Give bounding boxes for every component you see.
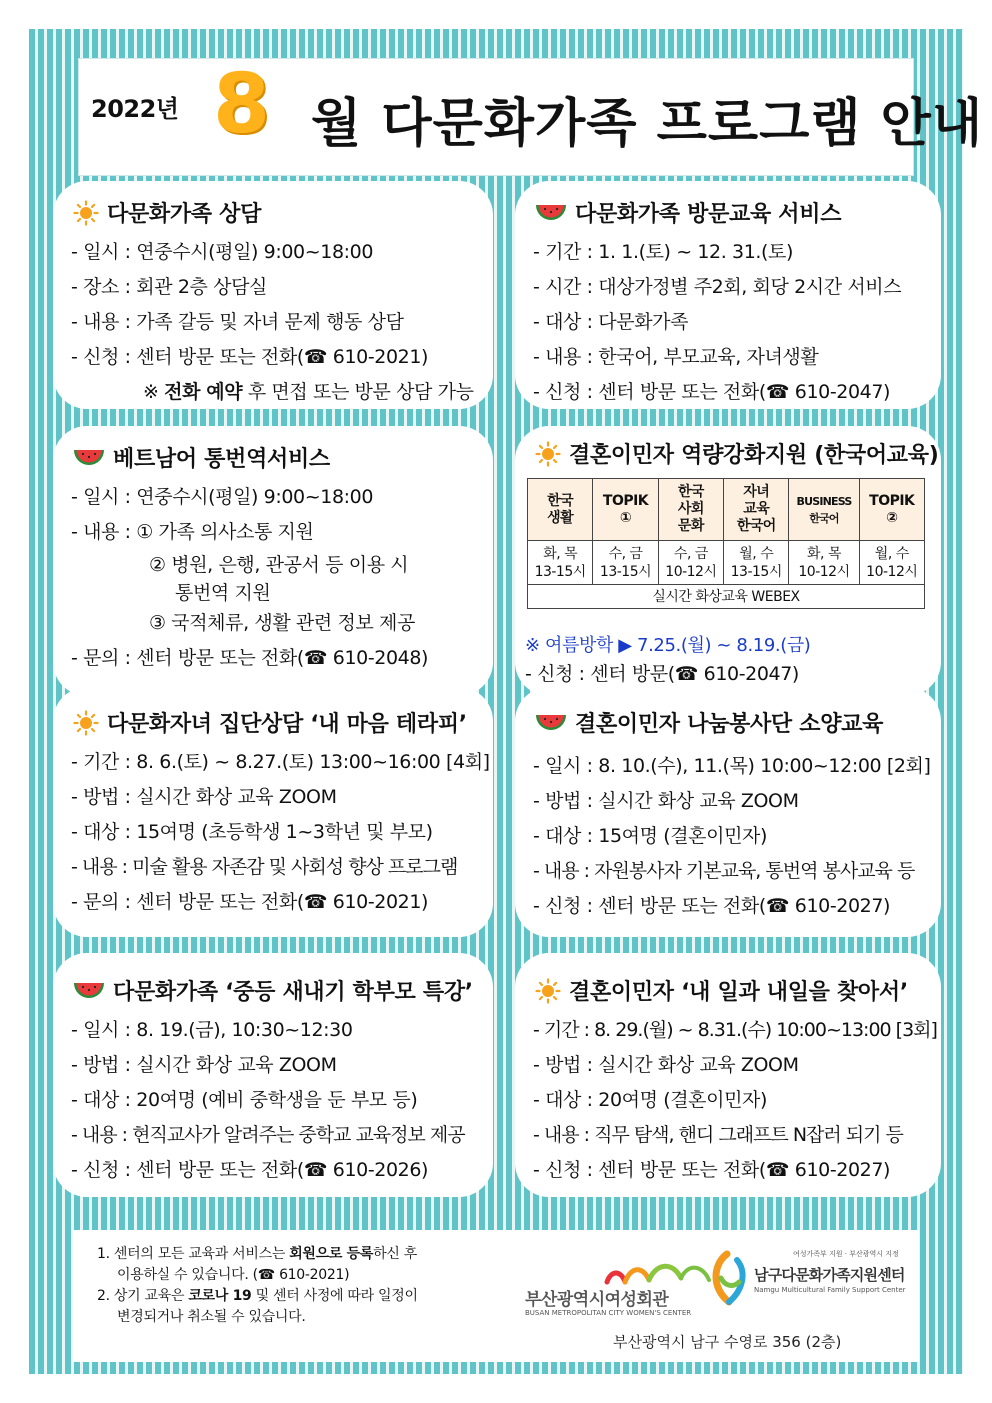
- card-details: [533, 749, 931, 924]
- table-cell: 월, 수 10-12시: [859, 541, 924, 585]
- detail-line: - 신청 : 센터 방문(☎ 610-2047): [525, 663, 799, 685]
- detail-line: ③ 국적체류, 생활 관련 정보 제공: [149, 612, 415, 634]
- card-details: [71, 480, 483, 676]
- table-header-cell: TOPIK ①: [593, 479, 658, 541]
- table-header-row: [528, 479, 925, 541]
- detail-line: - 내용 : 자원봉사자 기본교육, 통번역 봉사교육 등: [533, 860, 915, 882]
- note-item: 변경되거나 취소될 수 있습니다.: [117, 1309, 306, 1325]
- card-details: [71, 1013, 483, 1188]
- family-center-tagline: 여성가족부 지원 · 부산광역시 지정: [793, 1250, 899, 1258]
- detail-line: - 일시 : 8. 10.(수), 11.(목) 10:00~12:00 [2회]: [533, 755, 931, 777]
- detail-line: - 시간 : 대상가정별 주2회, 회당 2시간 서비스: [533, 276, 902, 298]
- card-title: 다문화자녀 집단상담 ‘내 마음 테라피’: [73, 707, 467, 738]
- note-item: 2. 상기 교육은 코로나 19 및 센터 사정에 따라 일정이: [97, 1288, 418, 1304]
- card-title: 결혼이민자 ‘내 일과 내일을 찾아서’: [535, 975, 908, 1006]
- sun-icon: [73, 200, 99, 226]
- detail-line: - 방법 : 실시간 화상 교육 ZOOM: [71, 786, 337, 808]
- detail-line: - 문의 : 센터 방문 또는 전화(☎ 610-2021): [71, 891, 429, 913]
- summer-break-note: ※ 여름방학 ▶ 7.25.(월) ~ 8.19.(금): [525, 635, 811, 656]
- detail-line: 통번역 지원: [175, 582, 271, 604]
- note-item: 이용하실 수 있습니다. (☎ 610-2021): [117, 1267, 350, 1283]
- detail-line: - 대상 : 20여명 (결혼이민자): [533, 1089, 768, 1111]
- card-title: 결혼이민자 나눔봉사단 소양교육: [535, 707, 883, 738]
- detail-line: ② 병원, 은행, 관공서 등 이용 시: [149, 554, 409, 576]
- detail-line: - 문의 : 센터 방문 또는 전화(☎ 610-2048): [71, 647, 429, 669]
- watermelon-icon: [535, 713, 567, 733]
- footer-notes: [97, 1244, 418, 1328]
- detail-line: - 대상 : 20여명 (예비 중학생을 둔 부모 등): [71, 1089, 418, 1111]
- table-header-cell: 한국 생활: [528, 479, 593, 541]
- detail-line: - 대상 : 15여명 (초등학생 1~3학년 및 부모): [71, 821, 433, 843]
- detail-line: - 대상 : 15여명 (결혼이민자): [533, 825, 768, 847]
- webex-cell: 실시간 화상교육 WEBEX: [528, 585, 925, 609]
- detail-line: - 내용 : ① 가족 의사소통 지원: [71, 521, 314, 543]
- detail-line: - 기간 : 1. 1.(토) ~ 12. 31.(토): [533, 241, 794, 263]
- card-details: [533, 1013, 937, 1188]
- table-row: [528, 585, 925, 609]
- note-item: 1. 센터의 모든 교육과 서비스는 회원으로 등록하신 후: [97, 1246, 417, 1262]
- detail-line: - 내용 : 미술 활용 자존감 및 사회성 향상 프로그램: [71, 856, 458, 878]
- table-header-cell: 자녀 교육 한국어: [724, 479, 789, 541]
- detail-line: - 일시 : 연중수시(평일) 9:00~18:00: [71, 241, 374, 263]
- center-address: 부산광역시 남구 수영로 356 (2층): [613, 1333, 842, 1351]
- detail-line: - 내용 : 현직교사가 알려주는 중학교 교육정보 제공: [71, 1124, 465, 1146]
- korean-class-schedule-table: [527, 478, 925, 609]
- card-visit-education: [515, 181, 941, 409]
- table-cell: 수, 금 10-12시: [658, 541, 723, 585]
- card-group-therapy: [53, 687, 493, 937]
- detail-line: - 신청 : 센터 방문 또는 전화(☎ 610-2027): [533, 1159, 891, 1181]
- card-parents-lecture: [53, 953, 493, 1197]
- card-title: 베트남어 통번역서비스: [73, 442, 330, 473]
- table-cell: 수, 금 13-15시: [593, 541, 658, 585]
- card-title: 다문화가족 상담: [73, 197, 261, 228]
- table-header-cell: BUSINESS 한국어: [789, 479, 859, 541]
- family-center-logo: [707, 1248, 751, 1308]
- title-banner: [78, 57, 984, 176]
- sun-icon: [535, 441, 561, 467]
- detail-line: - 방법 : 실시간 화상 교육 ZOOM: [533, 790, 799, 812]
- poster-background: [29, 29, 984, 1374]
- watermelon-icon: [73, 448, 105, 468]
- detail-line: - 대상 : 다문화가족: [533, 311, 689, 333]
- detail-line: - 신청 : 센터 방문 또는 전화(☎ 610-2026): [71, 1159, 429, 1181]
- womens-center-name: 부산광역시여성회관: [525, 1290, 669, 1310]
- family-center-english: Namgu Multicultural Family Support Center: [754, 1286, 906, 1294]
- table-header-cell: TOPIK ②: [859, 479, 924, 541]
- page-title: 월 다문화가족 프로그램 안내: [311, 94, 984, 154]
- card-volunteer-education: [515, 687, 941, 937]
- card-career-program: [515, 953, 941, 1197]
- card-korean-education: [515, 426, 941, 696]
- table-row: [528, 541, 925, 585]
- watermelon-icon: [535, 203, 567, 223]
- detail-line: - 신청 : 센터 방문 또는 전화(☎ 610-2027): [533, 895, 891, 917]
- table-cell: 월, 수 13-15시: [724, 541, 789, 585]
- watermelon-icon: [73, 981, 105, 1001]
- detail-line: - 일시 : 연중수시(평일) 9:00~18:00: [71, 486, 374, 508]
- detail-line: - 내용 : 가족 갈등 및 자녀 문제 행동 상담: [71, 311, 404, 333]
- table-cell: 화, 목 13-15시: [528, 541, 593, 585]
- detail-line: - 내용 : 한국어, 부모교육, 자녀생활: [533, 346, 819, 368]
- detail-line: - 방법 : 실시간 화상 교육 ZOOM: [533, 1054, 799, 1076]
- womens-center-english: BUSAN METROPOLITAN CITY WOMEN'S CENTER: [525, 1309, 692, 1317]
- sun-icon: [73, 710, 99, 736]
- detail-line: - 방법 : 실시간 화상 교육 ZOOM: [71, 1054, 337, 1076]
- card-details: [533, 235, 931, 410]
- detail-line: - 일시 : 8. 19.(금), 10:30~12:30: [71, 1019, 353, 1041]
- detail-line: - 기간 : 8. 29.(월) ~ 8.31.(수) 10:00~13:00 [3회]: [533, 1019, 937, 1041]
- card-title: 다문화가족 방문교육 서비스: [535, 197, 841, 228]
- footer: [73, 1230, 919, 1362]
- detail-line: - 기간 : 8. 6.(토) ~ 8.27.(토) 13:00~16:00 [4회]: [71, 751, 490, 773]
- sun-icon: [535, 978, 561, 1004]
- family-center-name: 남구다문화가족지원센터: [754, 1266, 905, 1284]
- reservation-note: ※ 전화 예약 후 면접 또는 방문 상담 가능: [143, 381, 474, 403]
- detail-line: - 장소 : 회관 2층 상담실: [71, 276, 267, 298]
- detail-line: - 신청 : 센터 방문 또는 전화(☎ 610-2021): [71, 346, 429, 368]
- card-vietnamese-interpretation: [53, 426, 493, 696]
- card-counseling: [53, 181, 493, 409]
- detail-line: - 내용 : 직무 탐색, 핸디 그래프트 N잡러 되기 등: [533, 1124, 903, 1146]
- title-month: 8: [213, 57, 271, 152]
- card-title: 결혼이민자 역량강화지원 (한국어교육): [535, 438, 938, 469]
- title-year: 2022년: [91, 95, 179, 123]
- table-cell: 화, 목 10-12시: [789, 541, 859, 585]
- table-header-cell: 한국 사회 문화: [658, 479, 723, 541]
- detail-line: - 신청 : 센터 방문 또는 전화(☎ 610-2047): [533, 381, 891, 403]
- card-title: 다문화가족 ‘중등 새내기 학부모 특강’: [73, 975, 473, 1006]
- card-details: [71, 745, 490, 920]
- card-details: [71, 235, 483, 410]
